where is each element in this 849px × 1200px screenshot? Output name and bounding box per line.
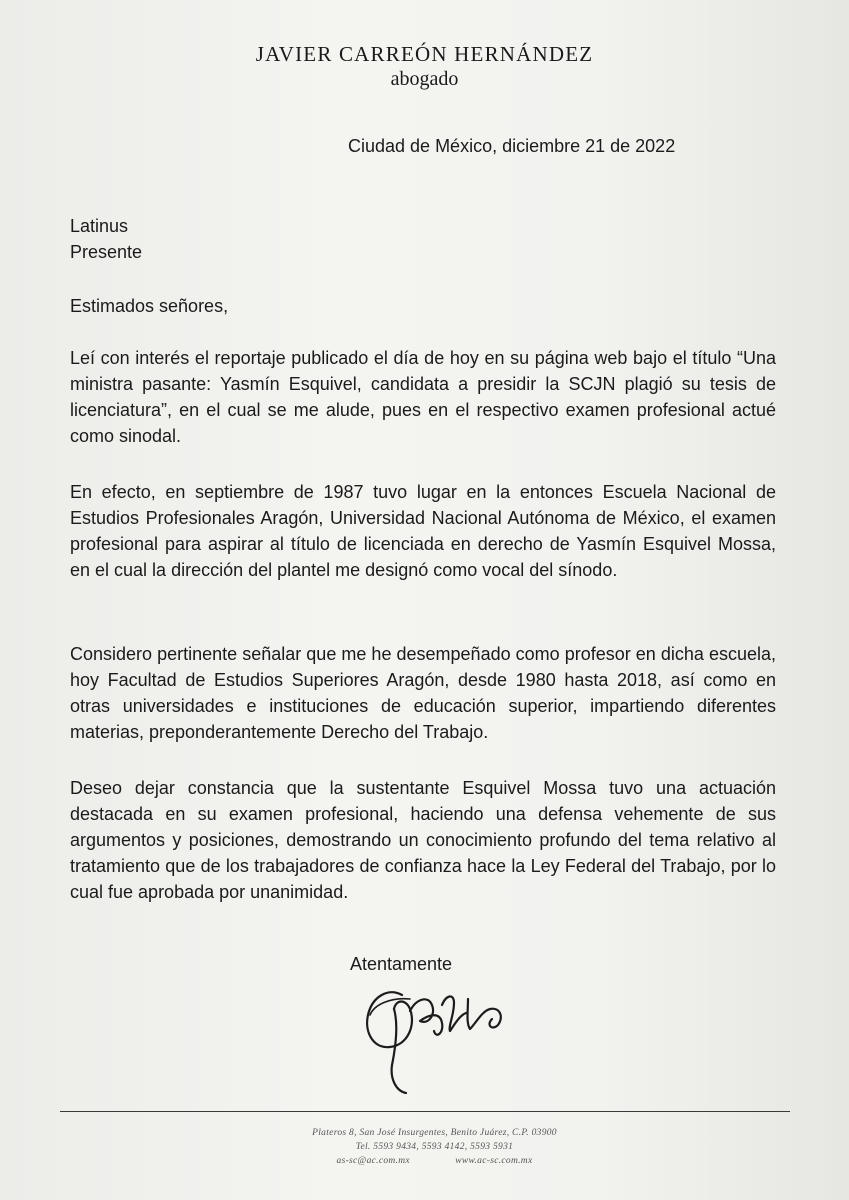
footer-web: www.ac-sc.com.mx <box>455 1156 533 1166</box>
salutation: Estimados señores, <box>70 296 229 316</box>
body-paragraph-1: Leí con interés el reportaje publicado el día de hoy en su página web bajo el título “Una ministra pasante: Yasmín Esquivel, candidata a presidir la SCJN plagió su tesis de licenciatura”, en el cual se me alude, pues en el respectivo examen profesional actué como sinodal. <box>70 348 776 446</box>
footer-address: Plateros 8, San José Insurgentes, Benito Juárez, C.P. 03900 <box>312 1128 557 1138</box>
body-paragraph-2: En efecto, en septiembre de 1987 tuvo lugar en la entonces Escuela Nacional de Estudios Profesionales Aragón, Universidad Nacional Autónoma de México, el examen profesional para aspirar al título de licenciada en derecho de Yasmín Esquivel Mossa, en el cual la dirección del plantel me designó como vocal del sínodo. <box>70 482 776 580</box>
footer-email: as-sc@ac.com.mx <box>336 1156 410 1166</box>
date-line: Ciudad de México, diciembre 21 de 2022 <box>348 136 676 156</box>
recipient-presente: Presente <box>70 242 143 262</box>
closing: Atentamente <box>350 954 453 974</box>
letterhead-name: JAVIER CARREÓN HERNÁNDEZ <box>255 42 594 66</box>
body-paragraph-3: Considero pertinente señalar que me he desempeñado como profesor en dicha escuela, hoy Facultad de Estudios Superiores Aragón, desde 1980 hasta 2018, así como en otras universidades e instituciones de educación superior, impartiendo diferentes materias, preponderantemente Derecho del Trabajo. <box>70 644 776 742</box>
footer-contact <box>10 1156 849 1166</box>
letterhead-profession: abogado <box>390 68 459 90</box>
body-paragraph-4: Deseo dejar constancia que la sustentante Esquivel Mossa tuvo una actuación destacada en su examen profesional, haciendo una defensa vehemente de sus argumentos y posiciones, demostrando un conocimiento profundo del tema relativo al tratamiento que de los trabajadores de confianza hace la Ley Federal del Trabajo, por lo cual fue aprobada por unanimidad. <box>70 778 776 902</box>
handwritten-signature <box>350 975 530 1105</box>
footer-divider <box>60 1111 790 1112</box>
recipient-name: Latinus <box>70 216 129 236</box>
footer-phones: Tel. 5593 9434, 5593 4142, 5593 5931 <box>355 1142 514 1152</box>
